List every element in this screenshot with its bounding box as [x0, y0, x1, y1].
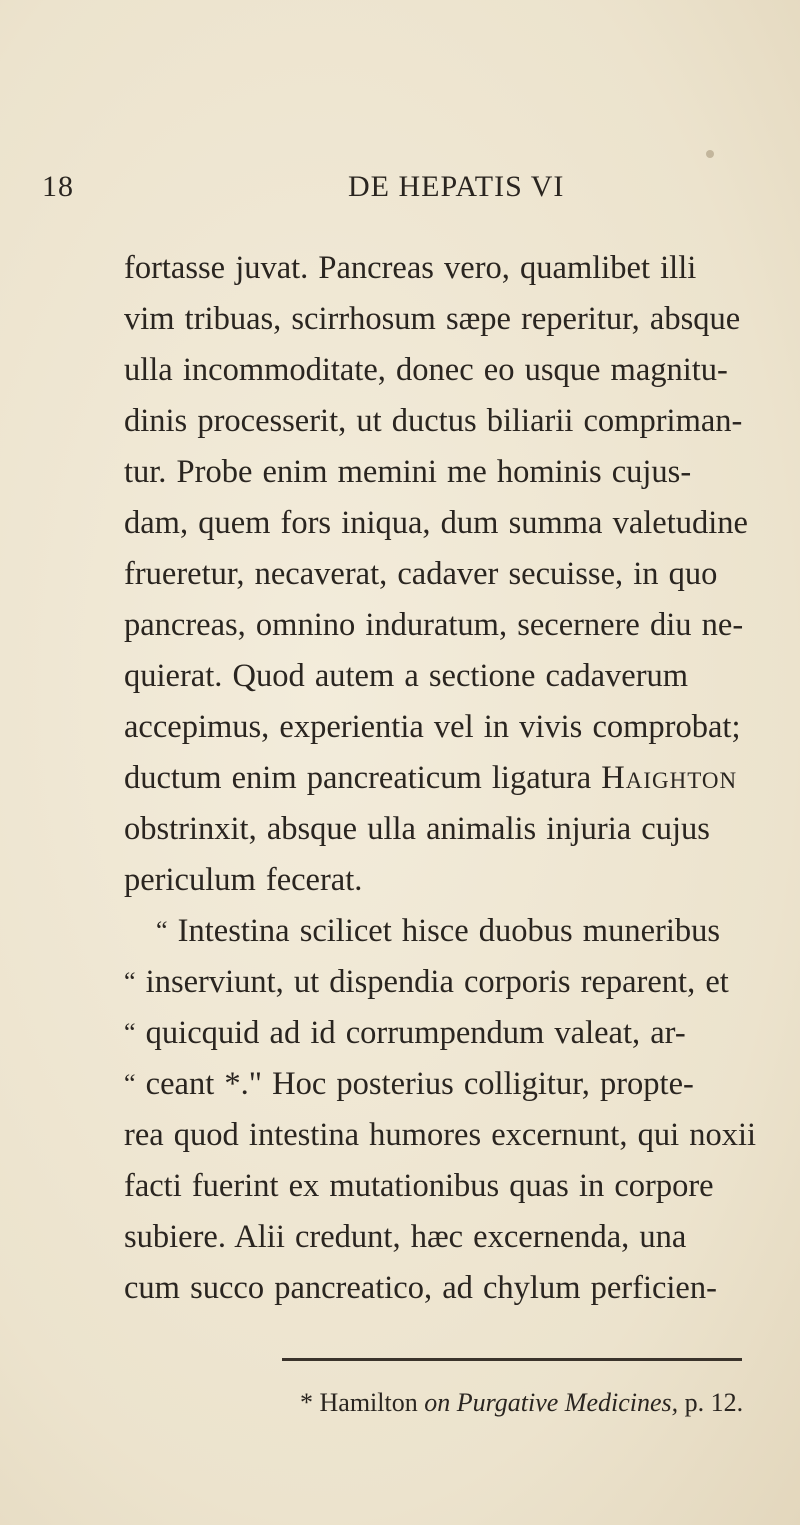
text-line: cum succo pancreatico, ad chylum perficien-	[124, 1270, 717, 1306]
footnote-author: Hamilton	[319, 1388, 418, 1417]
text-line: obstrinxit, absque ulla animalis injuria cujus	[124, 811, 710, 847]
text-line: tur. Probe enim memini me hominis cujus-	[124, 454, 692, 490]
quoted-line	[124, 1013, 686, 1053]
quote-mark: “	[124, 1069, 136, 1098]
text-line: pancreas, omnino induratum, secernere diu ne-	[124, 607, 744, 643]
person-name: Haighton	[601, 760, 738, 796]
running-head: DE HEPATIS VI	[348, 170, 565, 203]
footnote-marker: *	[300, 1388, 313, 1417]
footnote-page: p. 12.	[684, 1388, 744, 1417]
page-number: 18	[42, 170, 74, 203]
text-line: rea quod intestina humores excernunt, qui noxii	[124, 1117, 757, 1153]
quote-mark: “	[124, 967, 136, 996]
footnote-rule	[282, 1358, 742, 1361]
text-line: periculum fecerat.	[124, 862, 363, 898]
text-line: ulla incommoditate, donec eo usque magnitu-	[124, 352, 728, 388]
quoted-line	[124, 962, 729, 1002]
text-line: dam, quem fors iniqua, dum summa valetudine	[124, 505, 748, 541]
footnote-on: on	[424, 1388, 451, 1417]
quoted-line	[156, 911, 720, 951]
text-line: accepimus, experientia vel in vivis comprobat;	[124, 709, 741, 745]
quote-mark: “	[156, 916, 168, 945]
text-line: facti fuerint ex mutationibus quas in corpore	[124, 1168, 714, 1204]
text-line: fortasse juvat. Pancreas vero, quamlibet illi	[124, 250, 697, 286]
text-line: quicquid ad id corrumpendum valeat, ar-	[145, 1015, 686, 1051]
text-line: dinis processerit, ut ductus biliarii compriman-	[124, 403, 743, 439]
quoted-line	[124, 1064, 694, 1104]
footnote-title: Purgative Medicines,	[456, 1388, 679, 1417]
text-line: frueretur, necaverat, cadaver secuisse, in quo	[124, 556, 718, 592]
ink-speck	[706, 150, 714, 158]
text-line: ductum enim pancreaticum ligatura	[124, 760, 592, 796]
text-line-with-name	[124, 758, 737, 798]
page-header	[42, 170, 742, 220]
text-line: quierat. Quod autem a sectione cadaverum	[124, 658, 689, 694]
text-line: ceant *." Hoc posterius colligitur, propte-	[145, 1066, 694, 1102]
text-line: subiere. Alii credunt, hæc excernenda, una	[124, 1219, 687, 1255]
text-line: inserviunt, ut dispendia corporis reparent, et	[145, 964, 729, 1000]
text-line: vim tribuas, scirrhosum sæpe reperitur, absque	[124, 301, 741, 337]
footnote	[300, 1388, 743, 1418]
text-line: Intestina scilicet hisce duobus muneribus	[177, 913, 721, 949]
quote-mark: “	[124, 1018, 136, 1047]
